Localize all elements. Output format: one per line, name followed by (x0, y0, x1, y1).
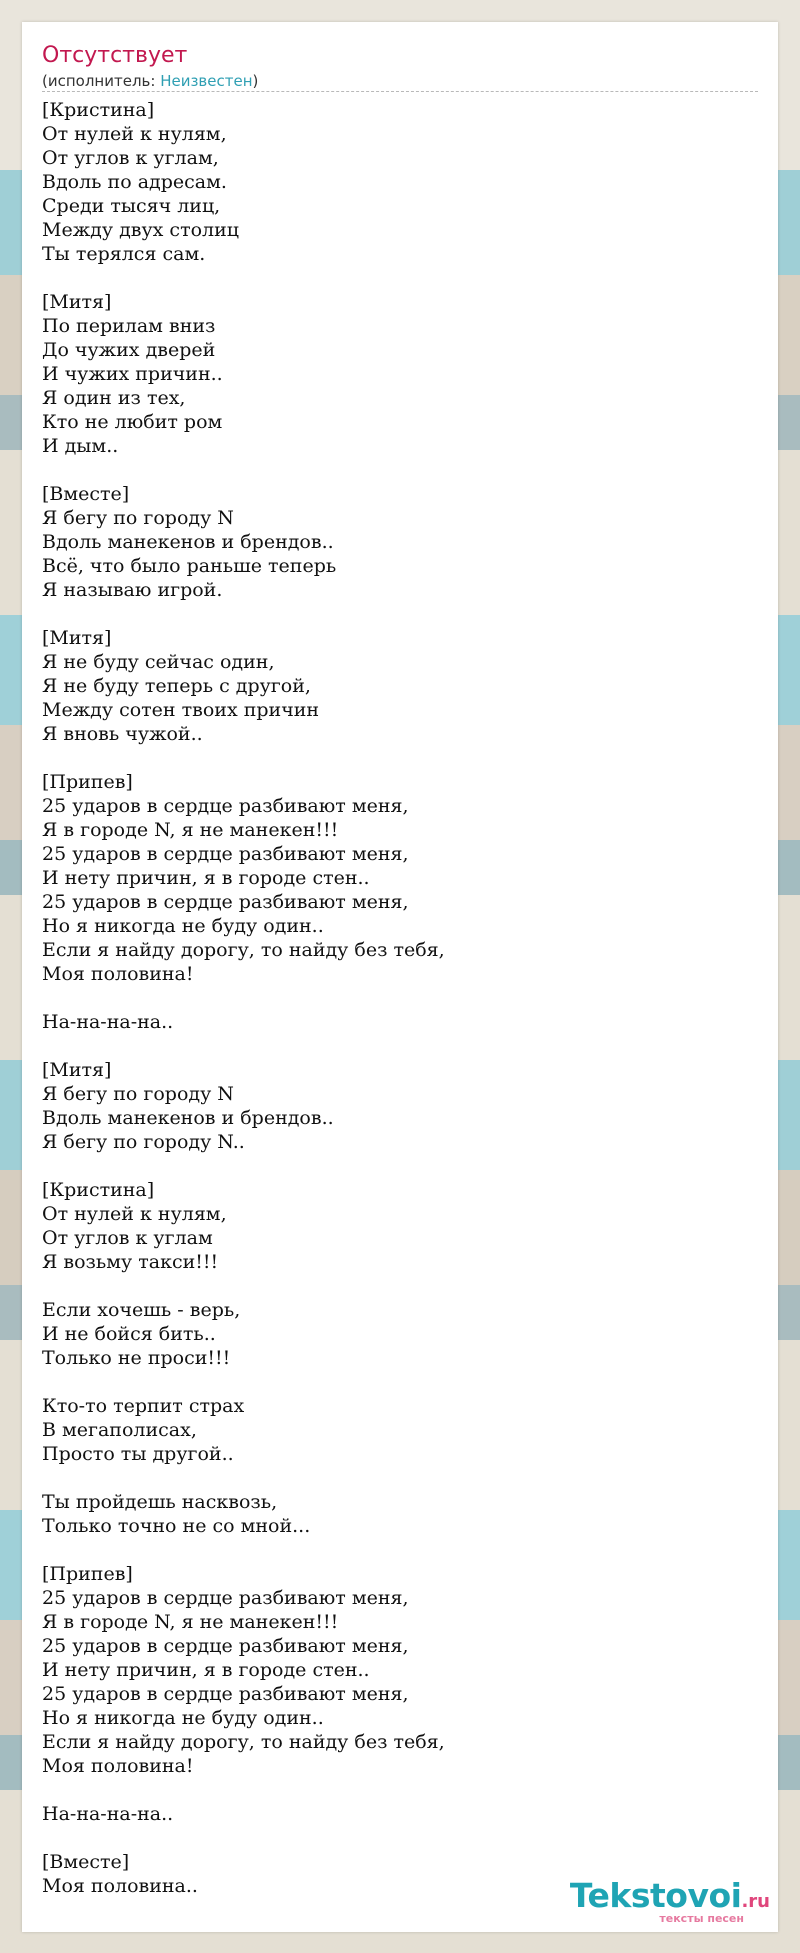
lyrics-line: Я не буду теперь с другой, (42, 675, 311, 697)
artist-suffix: ) (252, 72, 259, 90)
lyrics-line: И нету причин, я в городе стен.. (42, 867, 370, 889)
lyrics-line: Моя половина.. (42, 1875, 198, 1897)
lyrics-line: И дым.. (42, 435, 119, 457)
artist-link[interactable]: Неизвестен (160, 72, 253, 90)
song-title: Отсутствует (42, 43, 188, 68)
lyrics-line: [Кристина] (42, 1179, 155, 1201)
lyrics-line: Просто ты другой.. (42, 1443, 234, 1465)
song-card (22, 22, 778, 1932)
logo-domain: .ru (741, 1891, 770, 1912)
logo-tagline: тексты песен (659, 1912, 744, 1925)
lyrics-line: [Припев] (42, 1563, 133, 1585)
lyrics-line: 25 ударов в сердце разбивают меня, (42, 843, 409, 865)
lyrics-line: 25 ударов в сердце разбивают меня, (42, 1635, 409, 1657)
lyrics-line: И чужих причин.. (42, 363, 223, 385)
lyrics-line: Моя половина! (42, 963, 194, 985)
lyrics-line: [Митя] (42, 291, 112, 313)
lyrics-line: Кто не любит ром (42, 411, 223, 433)
lyrics-blank-line (42, 602, 758, 626)
lyrics-line: По перилам вниз (42, 315, 216, 337)
lyrics-line: [Митя] (42, 1059, 112, 1081)
lyrics-blank-line (42, 1154, 758, 1178)
lyrics-line: Ты пройдешь насквозь, (42, 1491, 278, 1513)
lyrics-line: На-на-на-на.. (42, 1803, 174, 1825)
lyrics-blank-line (42, 1034, 758, 1058)
lyrics-line: Но я никогда не буду один.. (42, 915, 324, 937)
lyrics-line: 25 ударов в сердце разбивают меня, (42, 1587, 409, 1609)
lyrics-line: [Припев] (42, 771, 133, 793)
lyrics-line: Я один из тех, (42, 387, 186, 409)
lyrics-line: От нулей к нулям, (42, 1203, 227, 1225)
artist-line (42, 71, 758, 92)
lyrics-blank-line (42, 1778, 758, 1802)
lyrics-line: 25 ударов в сердце разбивают меня, (42, 891, 409, 913)
lyrics-line: Ты терялся сам. (42, 243, 206, 265)
lyrics-text (42, 98, 758, 1898)
lyrics-line: 25 ударов в сердце разбивают меня, (42, 1683, 409, 1705)
lyrics-line: На-на-на-на.. (42, 1011, 174, 1033)
lyrics-line: Моя половина! (42, 1755, 194, 1777)
lyrics-blank-line (42, 458, 758, 482)
lyrics-line: До чужих дверей (42, 339, 216, 361)
lyrics-line: Всё, что было раньше теперь (42, 555, 337, 577)
artist-prefix: (исполнитель: (42, 72, 161, 90)
lyrics-line: Я бегу по городу N (42, 507, 234, 529)
lyrics-line: Я вновь чужой.. (42, 723, 203, 745)
lyrics-line: Я не буду сейчас один, (42, 651, 275, 673)
lyrics-blank-line (42, 1538, 758, 1562)
lyrics-line: Только точно не со мной... (42, 1515, 311, 1537)
lyrics-line: Я бегу по городу N (42, 1083, 234, 1105)
lyrics-line: Я возьму такси!!! (42, 1251, 219, 1273)
lyrics-line: От углов к углам (42, 1227, 213, 1249)
lyrics-line: Между двух столиц (42, 219, 239, 241)
lyrics-blank-line (42, 266, 758, 290)
lyrics-line: [Митя] (42, 627, 112, 649)
lyrics-line: Я в городе N, я не манекен!!! (42, 1611, 339, 1633)
lyrics-line: Я бегу по городу N.. (42, 1131, 245, 1153)
lyrics-blank-line (42, 1826, 758, 1850)
lyrics-blank-line (42, 746, 758, 770)
lyrics-blank-line (42, 1370, 758, 1394)
lyrics-line: Я в городе N, я не манекен!!! (42, 819, 339, 841)
lyrics-line: От углов к углам, (42, 147, 219, 169)
lyrics-line: Но я никогда не буду один.. (42, 1707, 324, 1729)
logo-main: Tekstovoi (569, 1876, 742, 1915)
lyrics-blank-line (42, 1274, 758, 1298)
lyrics-line: [Кристина] (42, 99, 155, 121)
lyrics-line: Среди тысяч лиц, (42, 195, 221, 217)
lyrics-line: 25 ударов в сердце разбивают меня, (42, 795, 409, 817)
lyrics-blank-line (42, 1466, 758, 1490)
lyrics-line: Вдоль манекенов и брендов.. (42, 531, 334, 553)
lyrics-line: Если я найду дорогу, то найду без тебя, (42, 939, 445, 961)
lyrics-line: Вдоль по адресам. (42, 171, 227, 193)
lyrics-line: И не бойся бить.. (42, 1323, 216, 1345)
lyrics-line: Только не проси!!! (42, 1347, 231, 1369)
site-logo[interactable] (560, 1878, 770, 1926)
lyrics-line: В мегаполисах, (42, 1419, 197, 1441)
lyrics-line: [Вместе] (42, 1851, 130, 1873)
lyrics-line: Между сотен твоих причин (42, 699, 320, 721)
lyrics-line: Кто-то терпит страх (42, 1395, 245, 1417)
lyrics-line: Вдоль манекенов и брендов.. (42, 1107, 334, 1129)
lyrics-line: Если хочешь - верь, (42, 1299, 241, 1321)
lyrics-line: Если я найду дорогу, то найду без тебя, (42, 1731, 445, 1753)
lyrics-line: [Вместе] (42, 483, 130, 505)
lyrics-line: От нулей к нулям, (42, 123, 227, 145)
lyrics-line: Я называю игрой. (42, 579, 223, 601)
lyrics-line: И нету причин, я в городе стен.. (42, 1659, 370, 1681)
lyrics-blank-line (42, 986, 758, 1010)
